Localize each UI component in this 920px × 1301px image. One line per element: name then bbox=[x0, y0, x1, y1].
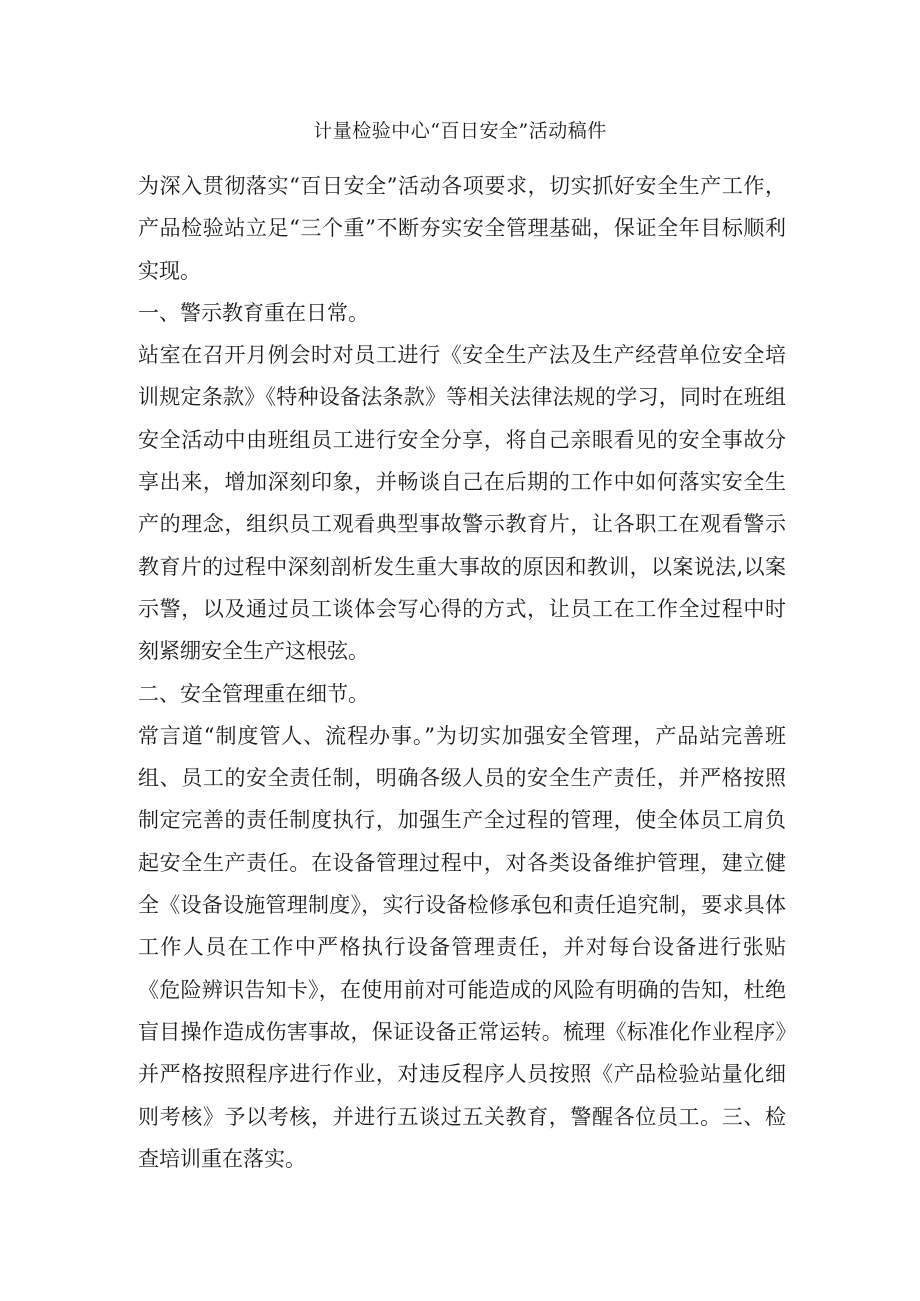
section-heading-1: 一、警示教育重在日常。 bbox=[138, 300, 369, 325]
document-body bbox=[138, 165, 786, 1180]
paragraph-intro: 为深入贯彻落实“百日安全”活动各项要求，切实抓好安全生产工作，产品检验站立足“三个重”不断夯实安全管理基础，保证全年目标顺利实现。 bbox=[138, 174, 786, 283]
section-heading-2: 二、安全管理重在细节。 bbox=[138, 681, 369, 706]
document-title: 计量检验中心“百日安全”活动稿件 bbox=[313, 120, 607, 142]
paragraph-safety-management: 常言道“制度管人、流程办事。”为切实加强安全管理，产品站完善班组、员工的安全责任制，明确各级人员的安全生产责任，并严格按照制定完善的责任制度执行，加强生产全过程的管理，使全体员工肩负起安全生产责任。在设备管理过程中，对各类设备维护管理，建立健全《设备设施管理制度》，实行设备检修承包和责任追究制，要求具体工作人员在工作中严格执行设备管理责任，并对每台设备进行张贴《危险辨识告知卡》，在使用前对可能造成的风险有明确的告知，杜绝盲目操作造成伤害事故，保证设备正常运转。梳理《标准化作业程序》并严格按照程序进行作业，对违反程序人员按照《产品检验站量化细则考核》予以考核，并进行五谈过五关教育，警醒各位员工。三、检查培训重在落实。 bbox=[138, 723, 786, 1171]
paragraph-warning-education: 站室在召开月例会时对员工进行《安全生产法及生产经营单位安全培训规定条款》《特种设备法条款》等相关法律法规的学习，同时在班组安全活动中由班组员工进行安全分享，将自己亲眼看见的安全事故分享出来，增加深刻印象，并畅谈自己在后期的工作中如何落实安全生产的理念，组织员工观看典型事故警示教育片，让各职工在观看警示教育片的过程中深刻剖析发生重大事故的原因和教训，以案说法,以案示警，以及通过员工谈体会写心得的方式，让员工在工作全过程中时刻紧绷安全生产这根弦。 bbox=[138, 343, 786, 664]
